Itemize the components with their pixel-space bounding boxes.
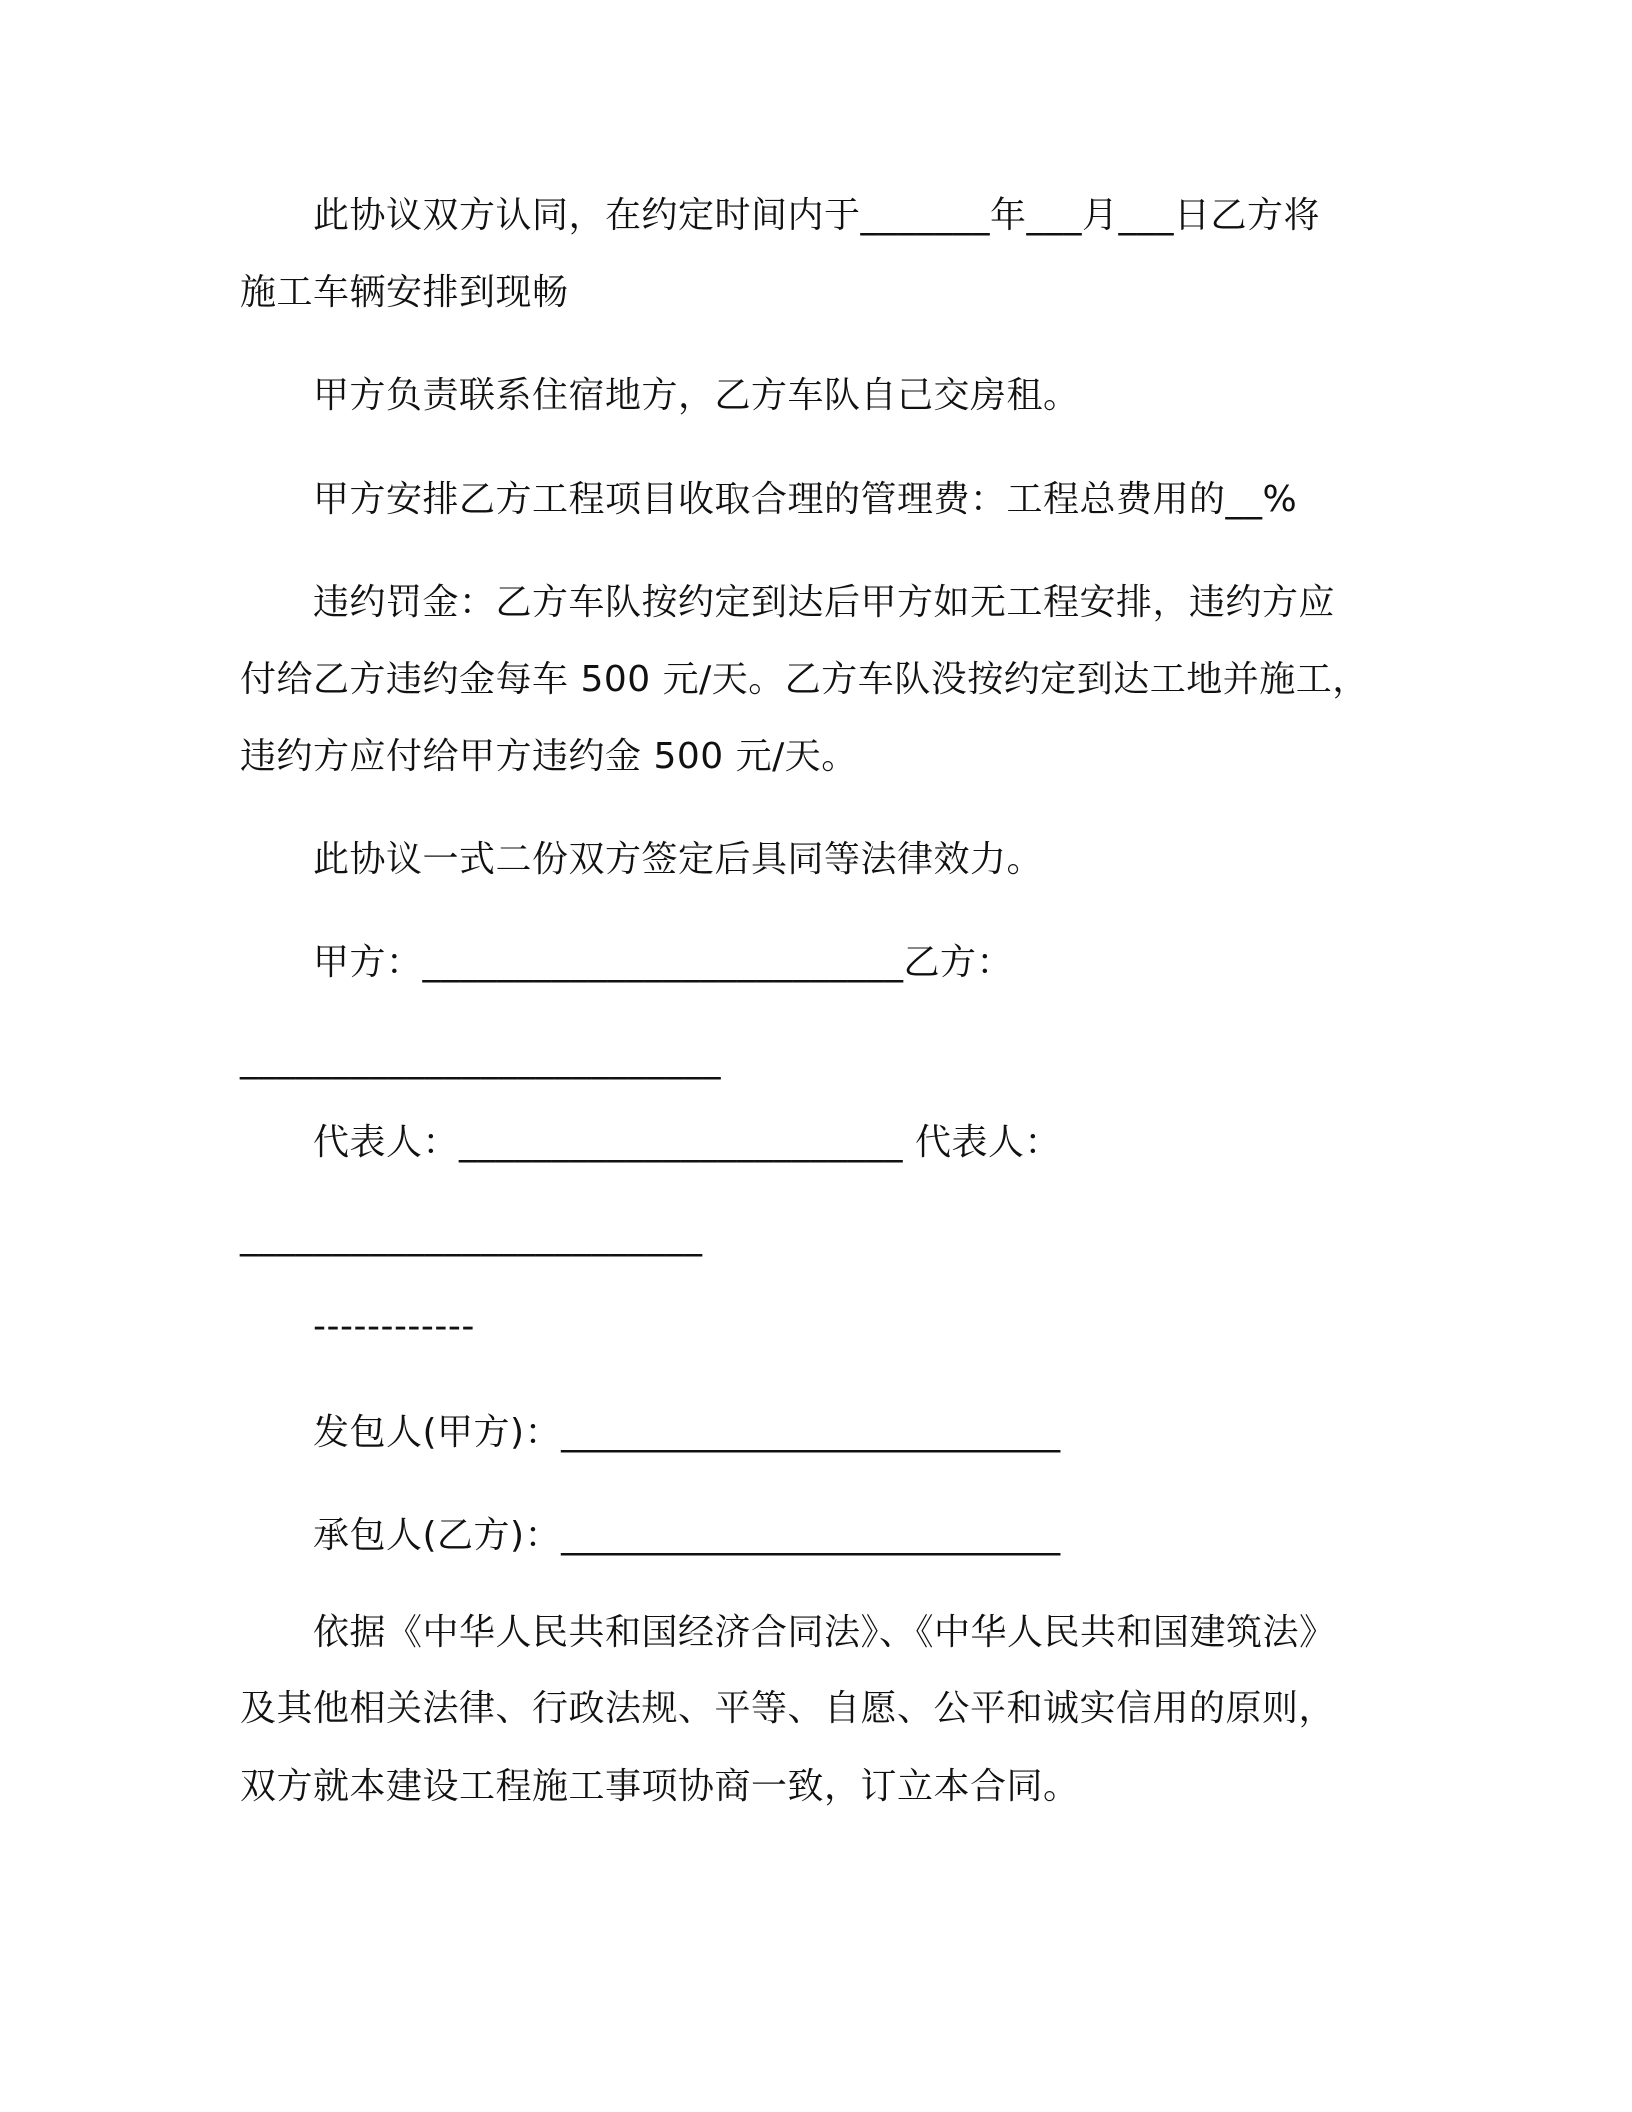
section-divider: ------------ [313,1306,475,1347]
paragraph-penalty-line-1: 违约罚金：乙方车队按约定到达后甲方如无工程安排，违约方应 [313,582,1336,623]
paragraph-lodging: 甲方负责联系住宿地方，乙方车队自己交房租。 [313,375,1080,416]
signature-party-b-blank: __________________________ [240,1039,721,1080]
paragraph-schedule-line-1: 此协议双方认同，在约定时间内于_______年___月___日乙方将 [313,195,1321,236]
employer-field: 发包人(甲方)：___________________________ [313,1412,1061,1453]
paragraph-legal-basis-line-3: 双方就本建设工程施工事项协商一致，订立本合同。 [240,1766,1080,1807]
signature-representative-b-blank: _________________________ [240,1216,703,1257]
paragraph-penalty-line-2: 付给乙方违约金每车 500 元/天。乙方车队没按约定到达工地并施工， [240,659,1369,700]
paragraph-legal-basis-line-1: 依据《中华人民共和国经济合同法》、《中华人民共和国建筑法》 [313,1612,1336,1653]
paragraph-penalty-line-3: 违约方应付给甲方违约金 500 元/天。 [240,736,858,777]
signature-party-a-b: 甲方：__________________________乙方： [313,942,1014,983]
signature-representatives: 代表人：________________________ 代表人： [313,1122,1061,1163]
paragraph-management-fee: 甲方安排乙方工程项目收取合理的管理费：工程总费用的__% [313,479,1298,520]
contractor-field: 承包人(乙方)：___________________________ [313,1515,1061,1556]
paragraph-schedule-line-2: 施工车辆安排到现畅 [240,272,569,313]
paragraph-legal-basis-line-2: 及其他相关法律、行政法规、平等、自愿、公平和诚实信用的原则， [240,1688,1336,1729]
paragraph-copies: 此协议一式二份双方签定后具同等法律效力。 [313,839,1044,880]
